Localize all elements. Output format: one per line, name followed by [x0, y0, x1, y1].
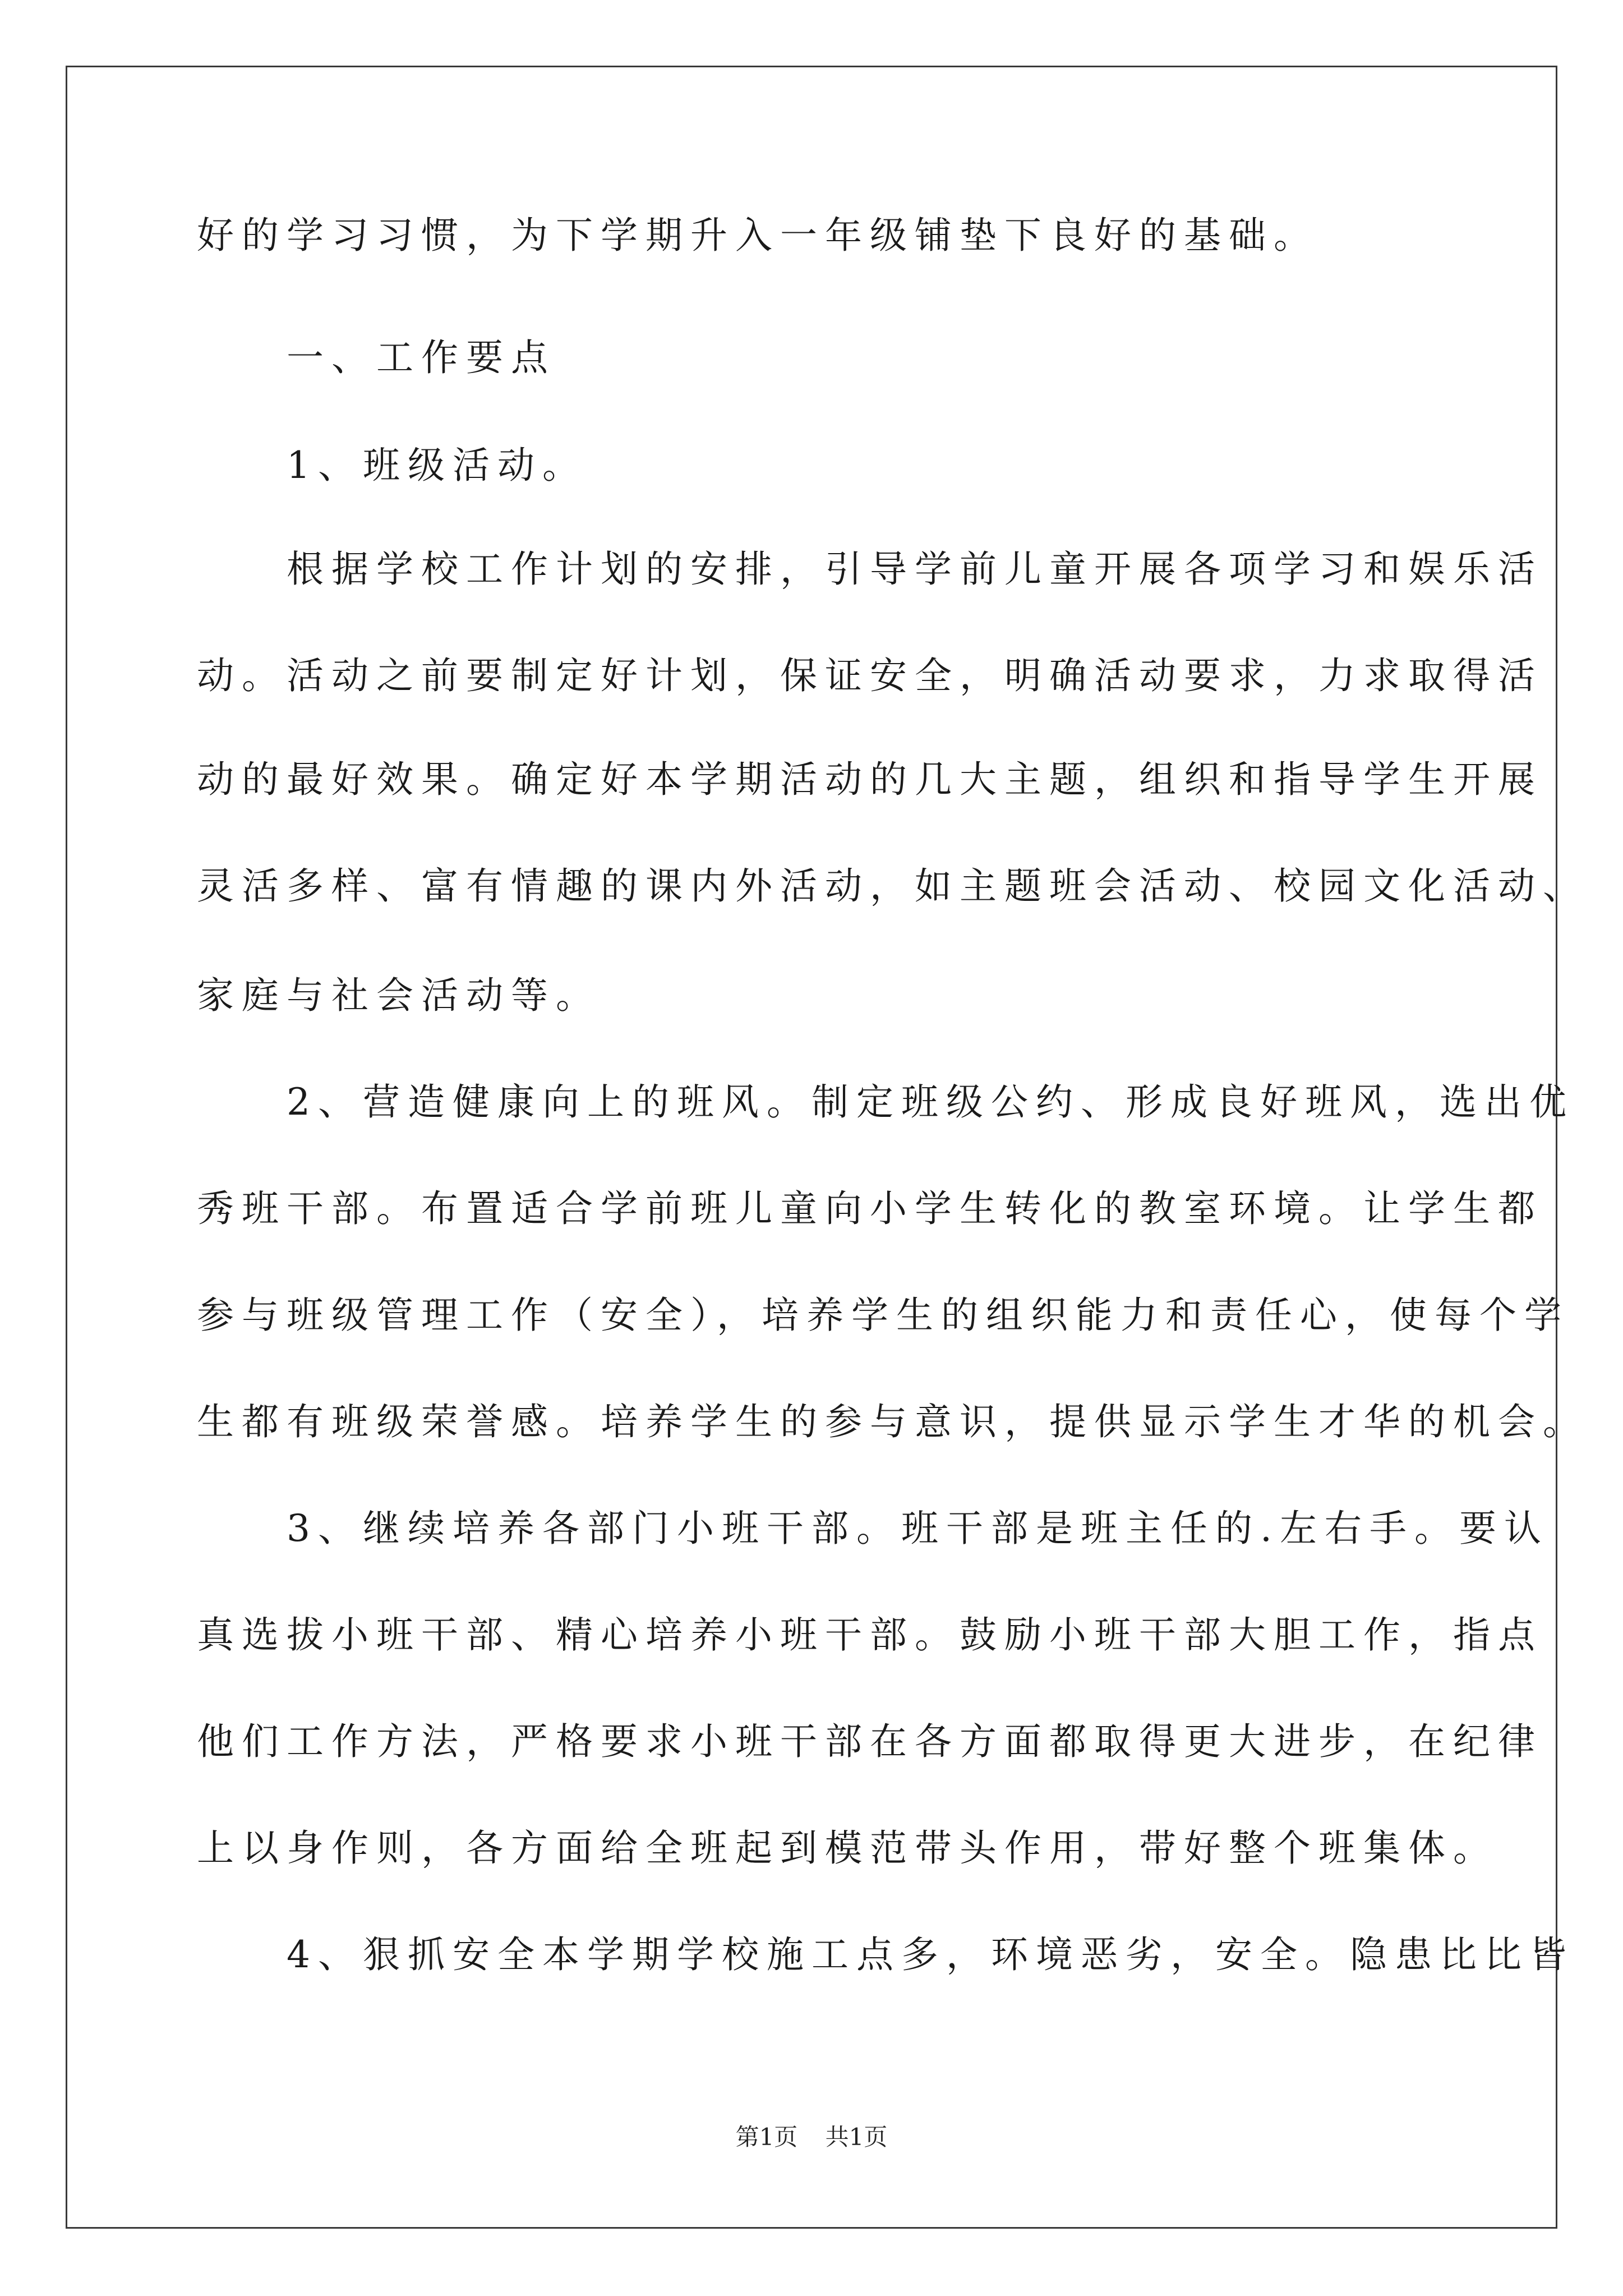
text-line: 4、狠抓安全本学期学校施工点多，环境恶劣，安全。隐患比比皆: [197, 1933, 1574, 1976]
text-line: 参与班级管理工作（安全），培养学生的组织能力和责任心，使每个学: [197, 1294, 1569, 1337]
text-line: 生都有班级荣誉感。培养学生的参与意识，提供显示学生才华的机会。: [197, 1400, 1588, 1443]
current-page-label: 第1页: [735, 2123, 798, 2151]
page-footer: [0, 2123, 1623, 2151]
total-pages-label: 共1页: [825, 2123, 888, 2151]
text-line: 动的最好效果。确定好本学期活动的几大主题，组织和指导学生开展: [197, 758, 1543, 801]
text-line: 家庭与社会活动等。: [197, 974, 601, 1017]
text-line: 好的学习习惯，为下学期升入一年级铺垫下良好的基础。: [197, 214, 1318, 257]
page-border: [66, 66, 1557, 2229]
text-line: 灵活多样、富有情趣的课内外活动，如主题班会活动、校园文化活动、: [197, 864, 1588, 908]
text-line: 2、营造健康向上的班风。制定班级公约、形成良好班风，选出优: [197, 1080, 1574, 1124]
text-line: 秀班干部。布置适合学前班儿童向小学生转化的教室环境。让学生都: [197, 1187, 1543, 1230]
text-line: 他们工作方法，严格要求小班干部在各方面都取得更大进步，在纪律: [197, 1720, 1543, 1763]
text-line: 上以身作则，各方面给全班起到模范带头作用，带好整个班集体。: [197, 1826, 1498, 1870]
subsection-heading: 1、班级活动。: [197, 444, 587, 487]
text-line: 根据学校工作计划的安排，引导学前儿童开展各项学习和娱乐活: [197, 547, 1543, 591]
text-line: 动。活动之前要制定好计划，保证安全，明确活动要求，力求取得活: [197, 654, 1543, 697]
text-line: 真选拔小班干部、精心培养小班干部。鼓励小班干部大胆工作，指点: [197, 1613, 1543, 1657]
text-line: 3、继续培养各部门小班干部。班干部是班主任的.左右手。要认: [197, 1507, 1549, 1550]
section-heading: 一、工作要点: [197, 336, 556, 379]
